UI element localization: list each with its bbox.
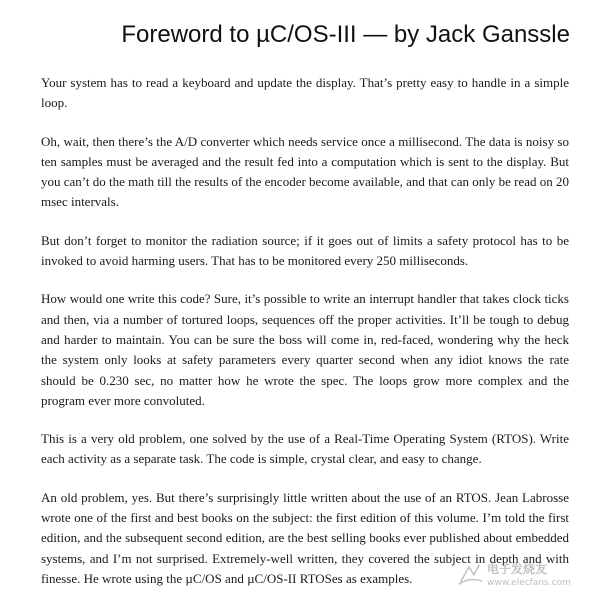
page-title: Foreword to µC/OS-III — by Jack Ganssle [121,21,570,48]
paragraph-6: An old problem, yes. But there’s surprisingly little written about the use of an RTOS. Jean Labrosse wrote one of the first and best books on the subject: the first edition of this volume. I’m told the first edition, and the subsequent second edition, are the best selling books ever published about embedded systems, and I’m not surprised. Extremely-well written, they covered the subject in depth and with finesse. He wrote using the µC/OS and µC/OS-II RTOSes as examples. [41,489,569,586]
elecfans-logo-icon [455,559,605,589]
paragraph-3: But don’t forget to monitor the radiation source; if it goes out of limits a safety protocol has to be invoked to avoid harming users. That has to be monitored every 250 milliseconds. [41,232,569,269]
paragraph-1: Your system has to read a keyboard and update the display. That’s pretty easy to handle in a simple loop. [41,75,569,111]
watermark [455,559,605,589]
watermark-cn-text: 电子发烧友 [487,562,548,576]
body-text [41,73,569,607]
paragraph-4: How would one write this code? Sure, it’s possible to write an interrupt handler that takes clock ticks and then, via a number of tortured loops, sequences off the proper activities. It’ll be tough to debug and harder to maintain. You can be sure the boss will come in, red-faced, wondering why the heck the system only looks at safety parameters every quarter second when any idiot knows the rate should be 0.230 sec, no matter how he wrote the spec. The loops grow more complex and the program ever more convoluted. [41,291,569,408]
paragraph-2: Oh, wait, then there’s the A/D converter which needs service once a millisecond. The data is noisy so ten samples must be averaged and the result fed into a computation which is sent to the display. But you can’t do the math till the results of the encoder become available, and that can only be read on 20 msec intervals. [41,133,569,210]
watermark-url-text: www.elecfans.com [487,578,571,588]
paragraph-5: This is a very old problem, one solved by the use of a Real-Time Operating System (RTOS). Write each activity as a separate task. The code is simple, crystal clear, and easy to change. [41,431,569,467]
